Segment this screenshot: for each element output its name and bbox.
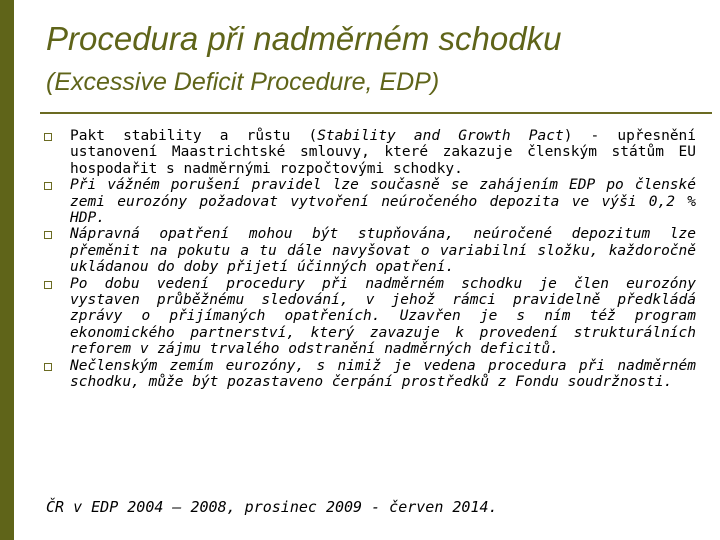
- hollow-square-bullet-icon: [44, 133, 52, 141]
- bullet-text-part: ) - upřesnění ustanovení Maastrichtské smlouvy, které zakazuje členským státům EU hospodařit s nadměrnými rozpočtovými schodky.: [70, 128, 697, 177]
- hollow-square-bullet-icon: [44, 182, 52, 190]
- bullet-item: [44, 358, 696, 391]
- bullet-item: [44, 276, 696, 358]
- bullet-text: Po dobu vedení procedury při nadměrném schodku je člen eurozóny vystaven průběžnému sledování, v jehož rámci pravidelně předkládá zprávy o přijímaných opatřeních. Uzavřen je s ním též program ekonomického partnerství, který zavazuje k provedení strukturálních reforem v zájmu trvalého odstranění nadměrných deficitů.: [70, 275, 696, 358]
- slide-title: Procedura při nadměrném schodku: [46, 20, 562, 57]
- title-divider: [40, 112, 712, 114]
- bullet-text: [70, 128, 696, 177]
- hollow-square-bullet-icon: [44, 281, 52, 289]
- hollow-square-bullet-icon: [44, 363, 52, 371]
- slide-subtitle: (Excessive Deficit Procedure, EDP): [46, 68, 440, 96]
- bullet-text-part: Pakt stability a růstu (: [70, 128, 318, 144]
- bullet-list: [44, 128, 696, 391]
- bullet-text: Nápravná opatření mohou být stupňována, neúročené depozitum lze přeměnit na pokutu a tu dále navyšovat o variabilní složku, každoročně ukládanou do doby přijetí účinných opatření.: [70, 226, 696, 276]
- hollow-square-bullet-icon: [44, 231, 52, 239]
- bullet-item: [44, 128, 696, 177]
- left-accent-bar: [0, 0, 14, 540]
- bullet-item: [44, 226, 696, 275]
- slide-footer-note: ČR v EDP 2004 – 2008, prosinec 2009 - červen 2014.: [46, 498, 498, 516]
- bullet-text-italic: Stability and Growth Pact: [317, 128, 564, 144]
- bullet-text: Při vážném porušení pravidel lze současně se zahájením EDP po členské zemi eurozóny požadovat vytvoření neúročeného depozita ve výši 0,2 % HDP.: [70, 177, 696, 227]
- bullet-text: Nečlenským zemím eurozóny, s nimiž je vedena procedura při nadměrném schodku, může být pozastaveno čerpání prostředků z Fondu soudržnosti.: [70, 357, 696, 391]
- bullet-item: [44, 177, 696, 226]
